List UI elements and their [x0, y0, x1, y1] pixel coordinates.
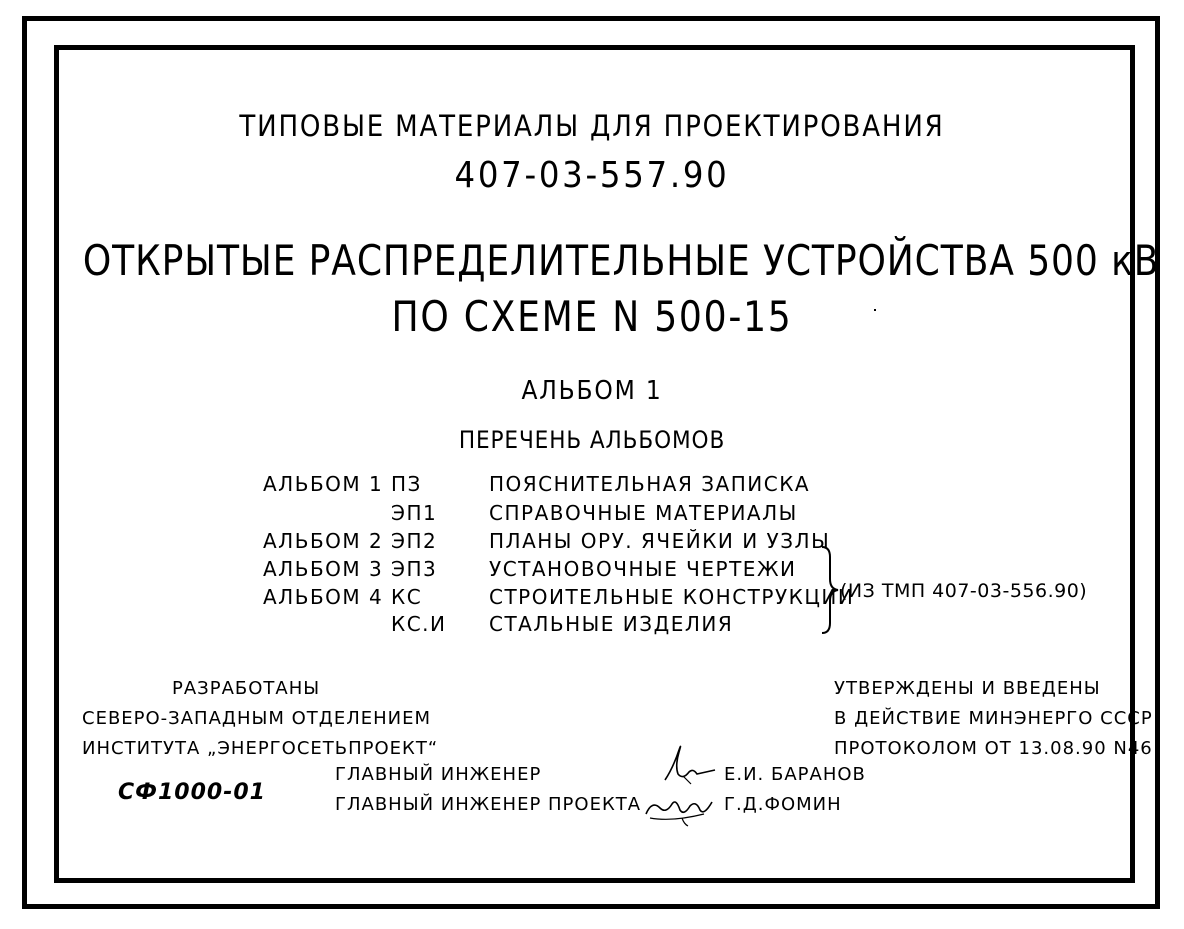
album-code: ЭП2 — [391, 529, 438, 553]
album-code: КС — [391, 585, 423, 609]
album-name: СПРАВОЧНЫЕ МАТЕРИАЛЫ — [489, 501, 798, 525]
album-heading: АЛЬБОМ 1 — [521, 376, 663, 406]
album-code: ПЗ — [391, 472, 422, 496]
album-code: ЭП3 — [391, 557, 438, 581]
drawing-code: СФ1000-01 — [118, 780, 266, 805]
approval-line1: УТВЕРЖДЕНЫ И ВВЕДЕНЫ — [834, 678, 1101, 699]
album-name: ПОЯСНИТЕЛЬНАЯ ЗАПИСКА — [489, 472, 811, 496]
main-title-line2: ПО СХЕМЕ N 500-15 — [391, 292, 793, 341]
developer-line3: ИНСТИТУТА „ЭНЕРГОСЕТЬПРОЕКТ“ — [82, 738, 439, 759]
chief-engineer-name: Е.И. БАРАНОВ — [724, 764, 866, 785]
album-code: КС.И — [391, 612, 447, 636]
album-number: АЛЬБОМ 3 — [263, 557, 384, 581]
curly-brace-icon — [818, 545, 840, 635]
album-number: АЛЬБОМ 1 — [263, 472, 384, 496]
album-number: АЛЬБОМ 2 — [263, 529, 384, 553]
chief-engineer-title: ГЛАВНЫЙ ИНЖЕНЕР — [335, 764, 542, 785]
album-name: ПЛАНЫ ОРУ. ЯЧЕЙКИ И УЗЛЫ — [489, 529, 831, 553]
project-engineer-title: ГЛАВНЫЙ ИНЖЕНЕР ПРОЕКТА — [335, 794, 642, 815]
main-title-line1: ОТКРЫТЫЕ РАСПРЕДЕЛИТЕЛЬНЫЕ УСТРОЙСТВА 500 кВ — [82, 236, 1160, 285]
approval-line2: В ДЕЙСТВИЕ МИНЭНЕРГО СССР — [834, 708, 1153, 729]
album-name: СТРОИТЕЛЬНЫЕ КОНСТРУКЦИИ — [489, 585, 855, 609]
albums-source-note: (ИЗ ТМП 407-03-556.90) — [840, 580, 1088, 602]
approval-line3: ПРОТОКОЛОМ ОТ 13.08.90 N46 — [834, 738, 1153, 759]
stray-mark — [874, 309, 876, 311]
document-number: 407-03-557.90 — [454, 155, 730, 196]
signature-chief-engineer — [645, 740, 717, 786]
album-name: УСТАНОВОЧНЫЕ ЧЕРТЕЖИ — [489, 557, 797, 581]
album-name: СТАЛЬНЫЕ ИЗДЕЛИЯ — [489, 612, 734, 636]
project-engineer-name: Г.Д.ФОМИН — [724, 794, 842, 815]
album-list-heading: ПЕРЕЧЕНЬ АЛЬБОМОВ — [458, 426, 726, 454]
album-number: АЛЬБОМ 4 — [263, 585, 384, 609]
signature-project-engineer — [642, 788, 722, 828]
developer-line2: СЕВЕРО-ЗАПАДНЫМ ОТДЕЛЕНИЕМ — [82, 708, 432, 729]
album-code: ЭП1 — [391, 501, 438, 525]
developer-line1: РАЗРАБОТАНЫ — [172, 678, 321, 699]
series-title: ТИПОВЫЕ МАТЕРИАЛЫ ДЛЯ ПРОЕКТИРОВАНИЯ — [239, 109, 945, 143]
